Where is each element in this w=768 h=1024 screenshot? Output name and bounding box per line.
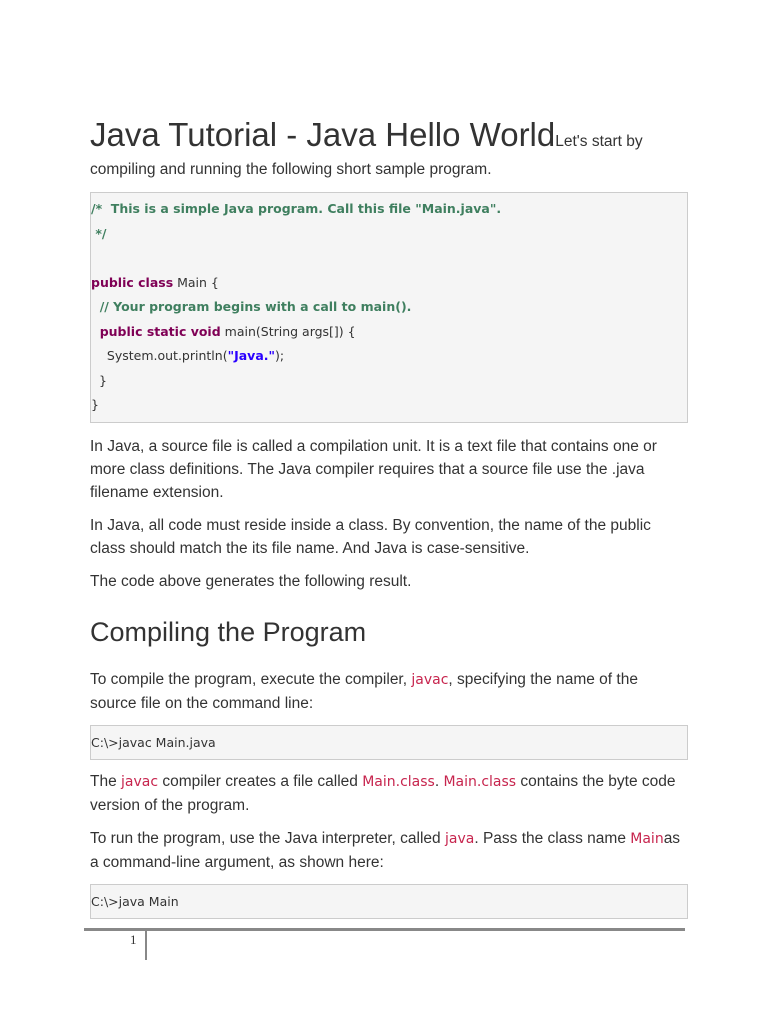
code-comment: /* This is a simple Java program. Call this file "Main.java". xyxy=(91,201,502,216)
intro-text-continued: compiling and running the following short sample program. xyxy=(90,161,492,178)
code-text: Main { xyxy=(173,274,219,290)
code-text: main(String args[]) { xyxy=(220,323,356,339)
footer-divider xyxy=(145,931,147,960)
compile-text-post: , specifying the name of the source file on the command line: xyxy=(90,670,638,712)
javac-code: javac xyxy=(411,671,449,688)
code-line xyxy=(91,197,687,222)
paragraph-result: The code above generates the following result. xyxy=(90,572,412,590)
paragraph-run xyxy=(90,827,688,874)
paragraph-compile xyxy=(90,668,688,715)
javac-text-mid2: . xyxy=(434,772,444,790)
run-text-mid: . Pass the class name xyxy=(474,829,631,847)
code-comment: // Your program begins with a call to main(). xyxy=(91,299,412,314)
paragraph-class-rule: In Java, all code must reside inside a class. By convention, the name of the public class should match the its file name. And Java is case-sensitive. xyxy=(90,516,651,557)
javac-command-text: C:\>javac Main.java xyxy=(91,734,216,750)
main-code-inline: Main xyxy=(630,830,664,847)
title-line xyxy=(90,118,688,158)
javac-code-inline: javac xyxy=(121,773,159,790)
code-line xyxy=(91,271,687,296)
compile-text-pre: To compile the program, execute the compiler, xyxy=(90,670,412,688)
intro-text: Let's start by xyxy=(555,133,643,150)
code-comment: */ xyxy=(91,225,107,241)
java-code-block xyxy=(90,192,688,423)
code-text: } xyxy=(91,397,99,412)
page-title: Java Tutorial - Java Hello World xyxy=(90,116,556,153)
code-line xyxy=(91,344,687,369)
code-text: ); xyxy=(275,348,285,363)
code-line xyxy=(91,222,687,247)
code-keyword: public class xyxy=(91,274,174,290)
run-text-post: as a command-line argument, as shown here: xyxy=(90,829,681,871)
javac-text-post: contains the byte code version of the program. xyxy=(90,772,676,814)
paragraph-javac xyxy=(90,770,688,817)
java-command-block xyxy=(90,884,688,919)
main-class-code: Main.class xyxy=(362,773,435,790)
footer-rule xyxy=(84,928,685,931)
javac-text-pre: The xyxy=(90,772,122,790)
code-line xyxy=(91,369,687,394)
javac-command-block xyxy=(90,725,688,760)
section-heading-compiling: Compiling the Program xyxy=(90,616,367,647)
code-line xyxy=(91,246,687,271)
page-number: 1 xyxy=(130,932,137,947)
code-keyword: public static void xyxy=(91,323,221,339)
code-line xyxy=(91,295,687,320)
code-line xyxy=(91,320,687,345)
code-line xyxy=(91,393,687,418)
run-text-pre: To run the program, use the Java interpreter, called xyxy=(90,829,445,847)
main-class-code-2: Main.class xyxy=(443,773,517,790)
paragraph-compilation-unit: In Java, a source file is called a compilation unit. It is a text file that contains one or more class definitions. The Java compiler requires that a source file use the .java filename extension. xyxy=(90,437,657,501)
java-code-inline: java xyxy=(444,830,475,847)
code-text: System.out.println( xyxy=(91,348,228,363)
code-text: } xyxy=(91,372,107,388)
article xyxy=(90,118,688,919)
java-command-text: C:\>java Main xyxy=(91,893,179,909)
javac-text-mid1: compiler creates a file called xyxy=(158,772,363,790)
code-string: "Java." xyxy=(227,348,276,363)
